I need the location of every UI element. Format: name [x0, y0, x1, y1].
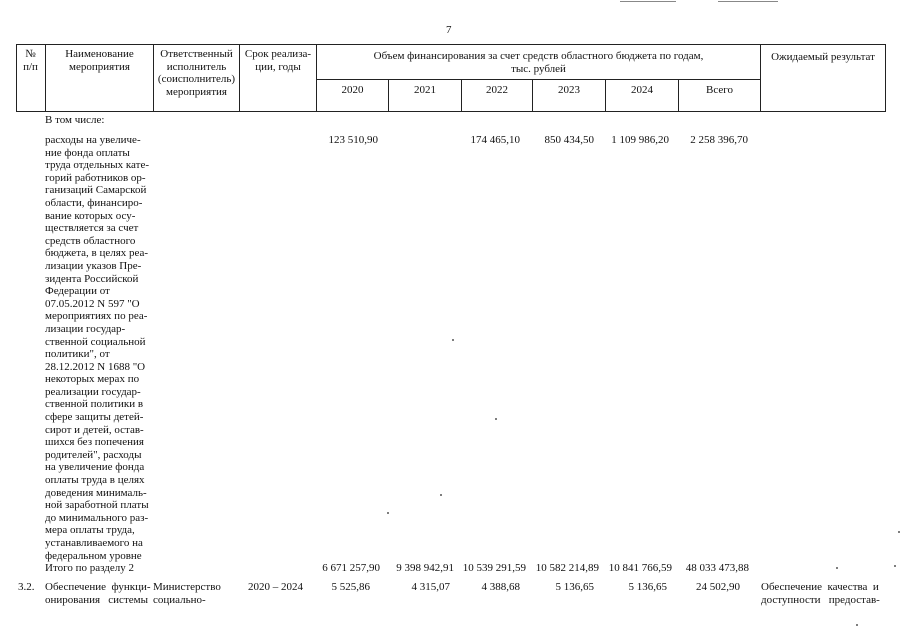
- row1-2024: 1 109 986,20: [611, 134, 669, 146]
- row32-name: Обеспечение функци- онирования системы: [45, 581, 151, 606]
- section-total-2024: 10 841 766,59: [608, 562, 672, 574]
- row32-2023: 5 136,65: [555, 581, 594, 593]
- header-year-2021: 2021: [414, 84, 436, 96]
- header-name: Наименование мероприятия: [65, 48, 134, 73]
- header-year-2023: 2023: [558, 84, 580, 96]
- row32-num: 3.2.: [18, 581, 35, 593]
- scan-speck: [452, 339, 454, 341]
- row32-total: 24 502,90: [696, 581, 740, 593]
- row32-2021: 4 315,07: [411, 581, 450, 593]
- header-result: Ожидаемый результат: [771, 51, 875, 63]
- row1-name: расходы на увеличе- ние фонда оплаты труда отдельных кате- горий работников ор- ганизаций Самарской области, финансиро- вание которых осу- ществляется за счет средств областного бюджета, в целях реа- лизации указов Пре- зидента Российской Федерации от 07.05.2012 N 597 "О мероприятиях по реа- лизации государ- ственной социальной политики", от 28.12.2012 N 1688 "О некоторых мерах по реализации государ- ственной политики в сфере защиты детей- сирот и детей, остав- шихся без попечения родителей", расходы на увеличение фонда оплаты труда в целях доведения минималь- ной заработной платы до минимального раз- мера оплаты труда, устанавливаемого на федеральном уровне: [45, 134, 149, 562]
- section-total-2020: 6 671 257,90: [322, 562, 380, 574]
- row1-2022: 174 465,10: [470, 134, 520, 146]
- scan-speck: [898, 531, 900, 533]
- row32-result: Обеспечение качества и доступности предостав-: [761, 581, 880, 606]
- scan-speck: [495, 418, 497, 420]
- header-total: Всего: [706, 84, 733, 96]
- top-decor-line: [620, 1, 676, 2]
- header-term: Срок реализа- ции, годы: [244, 48, 312, 73]
- scan-speck: [387, 512, 389, 514]
- scan-speck: [440, 494, 442, 496]
- row1-2023: 850 434,50: [544, 134, 594, 146]
- header-responsible: Ответственный исполнитель (соисполнитель) мероприятия: [157, 48, 236, 98]
- section-total-total: 48 033 473,88: [685, 562, 749, 574]
- header-num: № п/п: [23, 48, 38, 73]
- header-year-2024: 2024: [631, 84, 653, 96]
- scan-speck: [894, 565, 896, 567]
- row32-2022: 4 388,68: [481, 581, 520, 593]
- header-year-2020: 2020: [341, 84, 364, 96]
- section-total-label: Итого по разделу 2: [45, 562, 134, 574]
- row32-2024: 5 136,65: [628, 581, 667, 593]
- section-total-2023: 10 582 214,89: [535, 562, 599, 574]
- top-decor-line: [718, 1, 778, 2]
- row1-2020: 123 510,90: [328, 134, 378, 146]
- scan-speck: [856, 624, 858, 626]
- row1-total: 2 258 396,70: [690, 134, 748, 146]
- section-total-2021: 9 398 942,91: [396, 562, 454, 574]
- row32-2020: 5 525,86: [331, 581, 370, 593]
- row32-responsible: Министерство социально-: [153, 581, 221, 606]
- header-year-2022: 2022: [486, 84, 508, 96]
- in-total-label: В том числе:: [45, 114, 105, 126]
- header-financing: Объем финансирования за счет средств областного бюджета по годам, тыс. рублей: [373, 50, 704, 75]
- scan-speck: [836, 567, 838, 569]
- row32-term: 2020 – 2024: [248, 581, 303, 593]
- page-number: 7: [446, 24, 452, 36]
- section-total-2022: 10 539 291,59: [462, 562, 526, 574]
